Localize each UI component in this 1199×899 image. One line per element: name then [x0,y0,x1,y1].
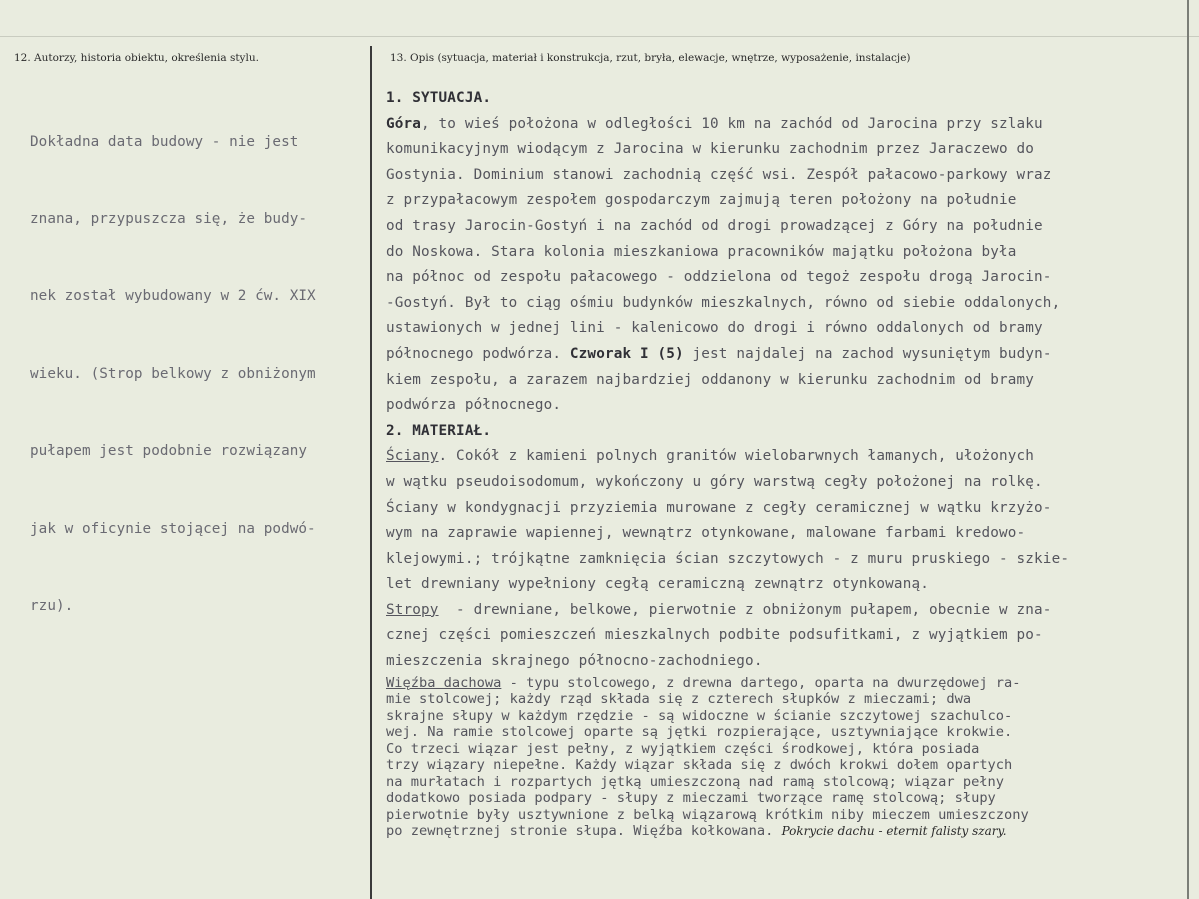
text-line: północnego podwórza. Czworak I (5) jest najdalej na zachod wysuniętym budyn- [386,345,1052,362]
handwritten-note: Pokrycie dachu - eternit falisty szary. [781,824,1007,839]
text-line: skrajne słupy w każdym rzędzie - są widoczne w ścianie szczytowej szachulco- [386,707,1013,724]
text-line: Ściany w kondygnacji przyziemia murowane z cegły ceramicznej w wątku krzyżo- [386,499,1052,516]
text-line: Góra, to wieś położona w odległości 10 km na zachód od Jarocina przy szlaku [386,115,1043,132]
text-line: od trasy Jarocin-Gostyń i na zachód od drogi prowadzącej z Góry na południe [386,217,1043,234]
history-line: rzu). [30,597,74,614]
text-line: Więźba dachowa - typu stolcowego, z drewna dartego, oparta na dwurzędowej ra- [386,674,1021,691]
right-column-header: 13. Opis (sytuacja, materiał i konstrukcja, rzut, bryła, elewacje, wnętrze, wyposażenie, instalacje) [390,52,911,64]
text-line: mieszczenia skrajnego północno-zachodniego. [386,653,763,670]
text-line: mie stolcowej; każdy rząd składa się z czterech słupków z mieczami; dwa [386,691,972,708]
text-line: Co trzeci wiązar jest pełny, z wyjątkiem części środkowej, która posiada [386,740,980,757]
text-line: na murłatach i rozpartych jętką umieszczoną nad ramą stolcową; wiązar pełny [386,773,1005,790]
text-line: wej. Na ramie stolcowej oparte są jętki rozpierające, usztywniające krokwie. [386,724,1013,741]
text-line: Ściany. Cokół z kamieni polnych granitów wielobarwnych łamanych, ułożonych [386,448,1035,465]
text-line: trzy wiązary niepełne. Każdy wiązar składa się z dwóch krokwi dołem opartych [386,757,1013,774]
walls-label: Ściany [386,448,439,465]
page-edge [1187,0,1189,899]
text-line: komunikacyjnym wiodącym z Jarocina w kierunku zachodnim przez Jaraczewo do [386,141,1035,158]
text-line: w wątku pseudoisodomum, wykończony u góry warstwą cegły położonej na rolkę. [386,473,1043,490]
text-line: wym na zaprawie wapiennej, wewnątrz otynkowane, malowane farbami kredowo- [386,525,1026,542]
place-name: Góra [386,115,422,132]
text-line: dodatkowo posiada podpary - słupy z mieczami tworzące ramę stolcową; słupy [386,790,996,807]
text-line: pierwotnie były usztywnione z belką wiązarową krótkim niby mieczem umieszczony [386,806,1029,823]
ceiling-label: Stropy [386,601,439,618]
text-line: ustawionych w jednej lini - kalenicowo do drogi i równo oddalonych od bramy [386,320,1043,337]
description-text [386,86,1186,840]
text-line: podwórza północnego. [386,397,562,414]
top-rule [0,36,1199,37]
text-line: Gostynia. Dominium stanowi zachodnią część wsi. Zespół pałacowo-parkowy wraz [386,166,1052,183]
column-divider [370,46,372,899]
text-line: klejowymi.; trójkątne zamknięcia ścian szczytowych - z muru pruskiego - szkie- [386,550,1070,567]
section-heading-material: 2. MATERIAŁ. [386,422,492,439]
history-line: pułapem jest podobnie rozwiązany [30,443,308,460]
history-line: jak w oficynie stojącej na podwó- [30,520,316,537]
history-text [30,78,370,671]
left-column-header: 12. Autorzy, historia obiektu, określenia stylu. [14,52,259,64]
building-name: Czworak I (5) [569,345,684,362]
history-line: znana, przypuszcza się, że budy- [30,210,308,227]
text-line: po zewnętrznej stronie słupa. Więźba kołkowana. Pokrycie dachu - eternit falisty szary. [386,823,1007,840]
text-line: cznej części pomieszczeń mieszkalnych podbite podsufitkami, z wyjątkiem po- [386,627,1043,644]
text-line: let drewniany wypełniony cegłą ceramiczną zewnątrz otynkowaną. [386,576,929,593]
section-heading-situation: 1. SYTUACJA. [386,90,492,106]
history-line: wieku. (Strop belkowy z obniżonym [30,365,316,382]
text-line: z przypałacowym zespołem gospodarczym zajmują teren położony na południe [386,192,1017,209]
text-line: na północ od zespołu pałacowego - oddzielona od tegoż zespołu drogą Jarocin- [386,269,1052,286]
text-line: kiem zespołu, a zarazem najbardziej oddanony w kierunku zachodnim od bramy [386,371,1035,388]
text-line: do Noskowa. Stara kolonia mieszkaniowa pracowników majątku położona była [386,243,1017,260]
text-line: -Gostyń. Był to ciąg ośmiu budynków mieszkalnych, równo od siebie oddalonych, [386,294,1061,311]
history-line: Dokładna data budowy - nie jest [30,133,299,150]
roof-label: Więźba dachowa [386,674,502,691]
text-line: Stropy - drewniane, belkowe, pierwotnie z obniżonym pułapem, obecnie w zna- [386,601,1052,618]
history-line: nek został wybudowany w 2 ćw. XIX [30,288,316,305]
